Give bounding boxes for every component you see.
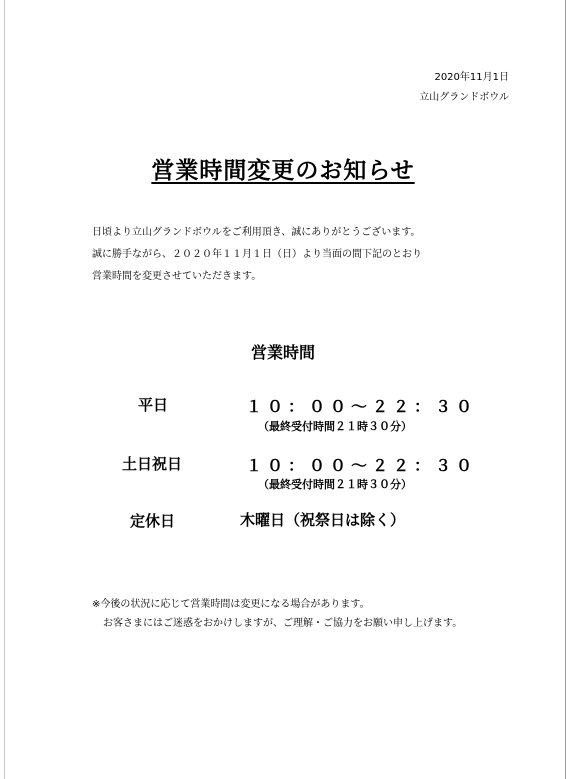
weekend-label: 土日祝日 bbox=[122, 455, 183, 473]
page-title-text: 営業時間変更のお知らせ bbox=[151, 158, 415, 184]
page-title bbox=[0, 152, 566, 185]
intro-line-3: 営業時間を変更させていただきます。 bbox=[92, 271, 262, 282]
weekday-note: （最終受付時間２１時３０分） bbox=[258, 420, 412, 433]
hours-heading: 営業時間 bbox=[250, 343, 315, 362]
weekend-note: （最終受付時間２１時３０分） bbox=[258, 478, 412, 491]
notice-date: 2020年11月1日 bbox=[434, 72, 509, 83]
intro-line-2: 誠に勝手ながら、２０２０年１１月１日（日）より当面の間下記のとおり bbox=[92, 249, 422, 260]
organization-name: 立山グランドボウル bbox=[419, 92, 509, 103]
weekend-time: １０：００～２２：３０ bbox=[246, 456, 478, 475]
intro-paragraph bbox=[92, 222, 422, 288]
footnote-line-2: お客さまにはご迷惑をおかけしますが、ご理解・ご協力をお願い申し上げます。 bbox=[103, 618, 463, 629]
closed-day-label: 定休日 bbox=[130, 512, 176, 530]
intro-line-1: 日頃より立山グランドボウルをご利用頂き、誠にありがとうございます。 bbox=[92, 227, 421, 238]
page-left-edge bbox=[4, 0, 5, 779]
weekday-time: １０：００～２２：３０ bbox=[246, 397, 478, 416]
footnote-line-1: ※今後の状況に応じて営業時間は変更になる場合があります。 bbox=[92, 599, 370, 610]
weekday-label: 平日 bbox=[138, 396, 169, 414]
closed-day-value: 木曜日（祝祭日は除く） bbox=[240, 511, 406, 529]
